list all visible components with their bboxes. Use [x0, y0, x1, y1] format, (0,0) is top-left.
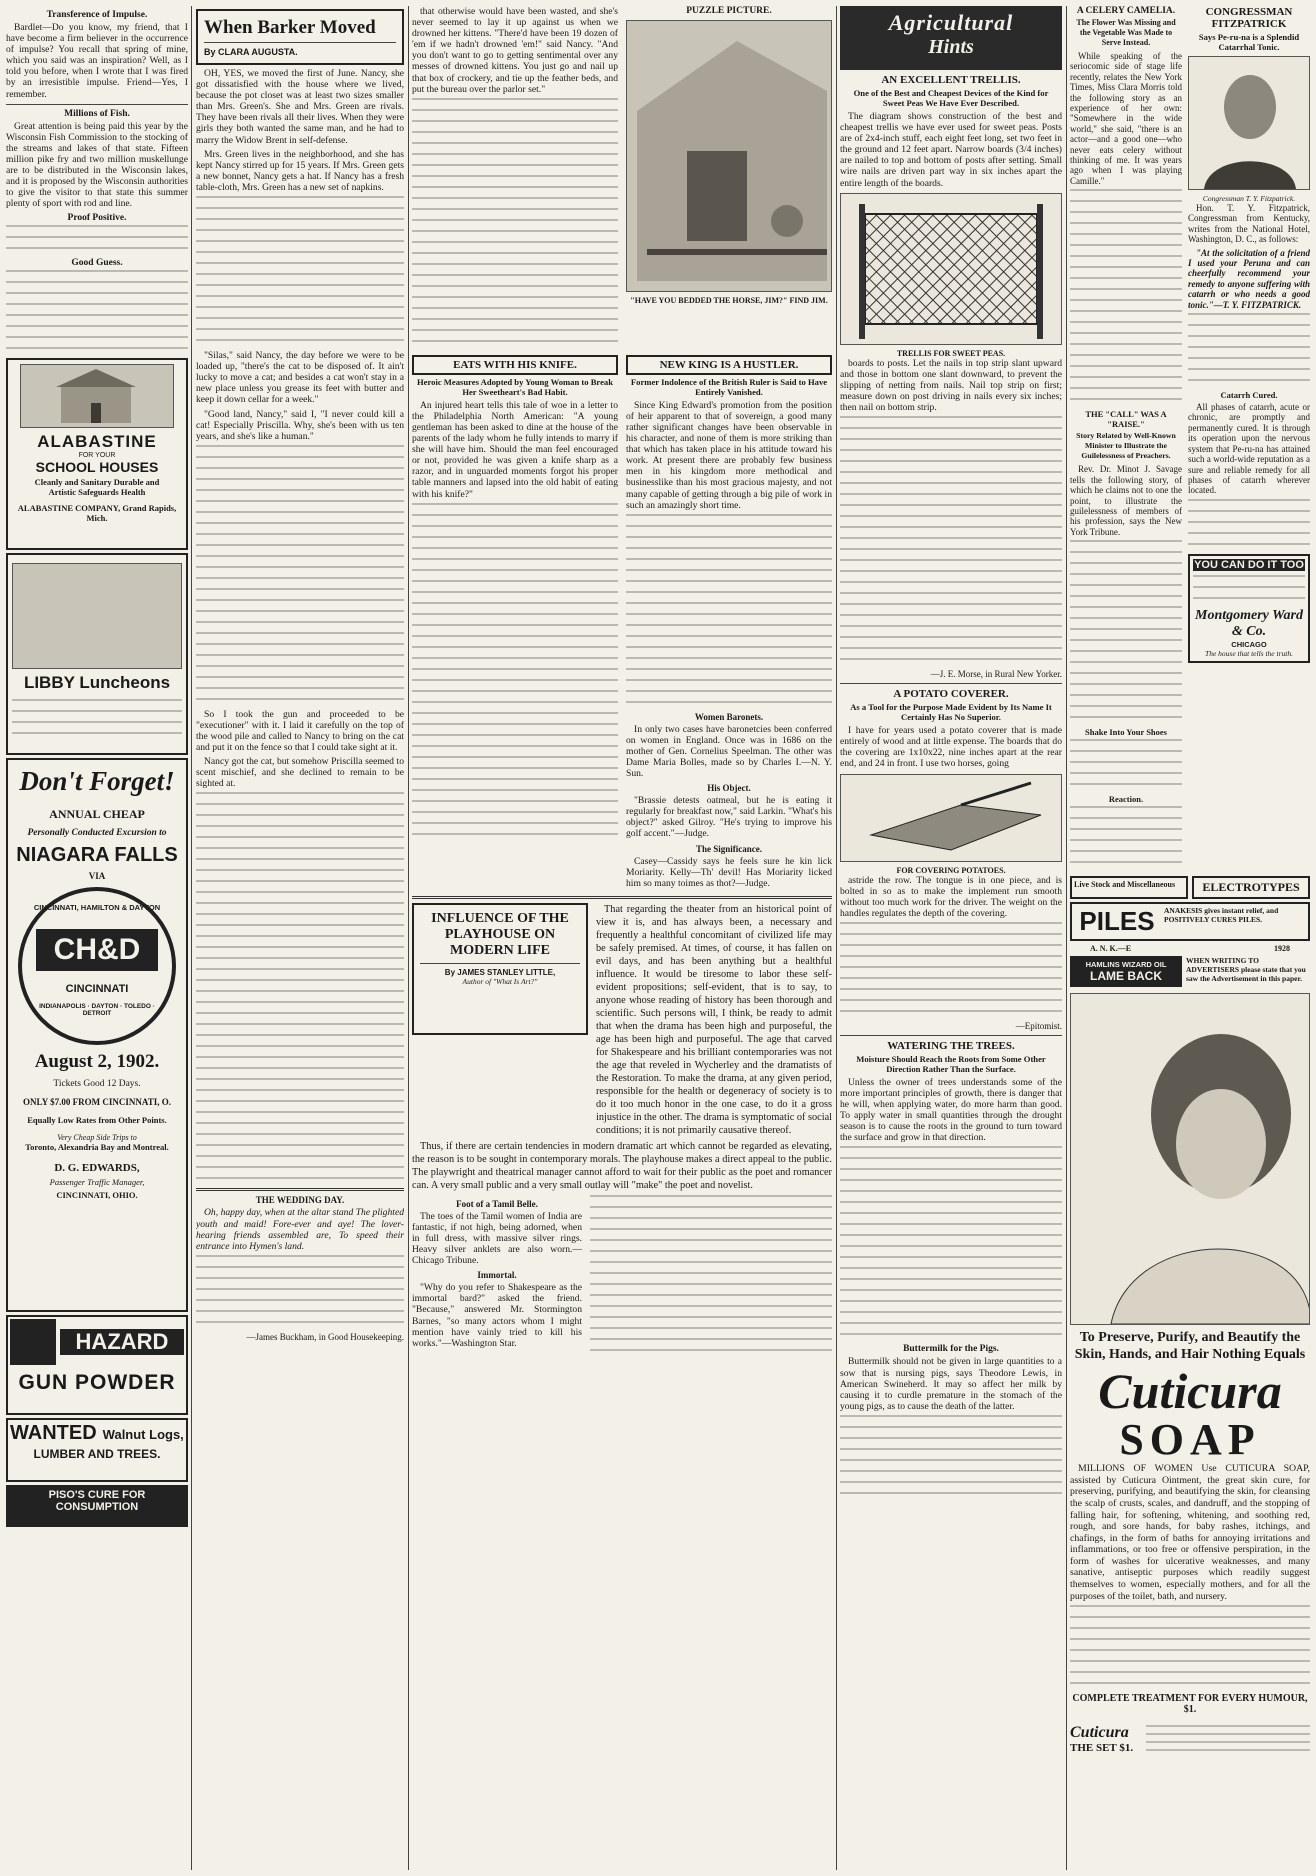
excursion-agent: D. G. EDWARDS,: [54, 1162, 140, 1175]
trellis-title: AN EXCELLENT TRELLIS.: [881, 74, 1021, 86]
catarrh-title: Catarrh Cured.: [1220, 390, 1278, 401]
piles-ad: [1070, 902, 1310, 941]
schoolhouse-illustration: [20, 364, 174, 428]
column-rule: [1066, 6, 1067, 1870]
trellis-diagram: [840, 193, 1062, 345]
millions-title: Millions of Fish.: [64, 108, 130, 119]
watering-text: Unless the owner of trees understands some of the more important principles of growth, there is danger that he will, when applying water, do more harm than good. To apply water in small quantities through the drought season is to cause the roots in the ground to turn toward the surface and grow in that direction.: [840, 1076, 1062, 1144]
excursion-low-rates: Equally Low Rates from Other Points.: [27, 1115, 167, 1126]
watering-subtitle: Moisture Should Reach the Roots from Some Other Direction Rather Than the Surface.: [856, 1053, 1046, 1074]
alabastine-ad: [6, 358, 188, 550]
story-para-3: "Silas," said Nancy, the day before we were to be loaded up, "there's the cat to be disposed of. It ain't lucky to move a cat; and besides a cat won't stay in a new place unless you grease its feet with butter and keep it down cellar for a week.": [196, 350, 404, 406]
millions-text: Great attention is being paid this year by the Wisconsin Fish Commission to the stocking of the streams and lakes of that state. Fifteen million pike fry and two million muskellunge are to be distributed in the Wisconsin lakes, and it is proposed by the Wisconsin authorities to give the visitor to that state this summer plenty of sport with rod and line.: [6, 120, 188, 210]
camellia-subtitle: The Flower Was Missing and the Vegetable Was Made to Serve Instead.: [1076, 18, 1176, 47]
playhouse-byline: By JAMES STANLEY LITTLE,: [444, 967, 556, 977]
story-continuation-text: that otherwise would have been wasted, and she's never seemed to lay it up against us when we drowned her kittens. "There'd have been 19 dozen of 'em if we hadn't drowned 'em!" said Nancy. "And you don't want to go to getting sentimental over any messes of drowned kittens. You just go and nail up that box of crockery, and tie up the feather beds, and put the bureau over the parlor set.": [412, 6, 618, 95]
story-para-2: Mrs. Green lives in the neighborhood, and she has kept Nancy stirred up for 15 years. If Mrs. Green gets a new bonnet, Nancy gets a hat. If Nancy has a fresh table-cloth, Mrs. Green has a new set of napkins.: [196, 148, 404, 193]
cuticura-name: Cuticura: [1098, 1363, 1282, 1420]
camellia-title: A CELERY CAMELIA.: [1076, 6, 1176, 16]
trellis-icon: [841, 194, 1061, 344]
excursion-date: August 2, 1902.: [34, 1051, 160, 1073]
text-block: [196, 792, 404, 1179]
tamil-title: Foot of a Tamil Belle.: [456, 1198, 538, 1209]
camellia-text: While speaking of the seriocomic side of stage life recently, relates the New York Times, Miss Clara Morris told the following story as an experience of her own: "Somewhere in the wide world," she said, "there is an actor—and a good one—who never eats celery without thinking of me. It was years ago when I was playing Camille.": [1070, 51, 1182, 186]
significance-text: Casey—Cassidy says he feels sure he kin lick Moriarity. Kelly—Th' devil! Has Moriarity licked him so many toimes as thot?—Judge.: [626, 855, 832, 889]
story-para-4: "Good land, Nancy," said I, "I never could kill a cat! Especially Priscilla. Why, she's been with us ten years, and she's like a human.": [196, 408, 404, 442]
fitz-caption: Congressman T. Y. Fitzpatrick.: [1202, 194, 1296, 203]
writing-notice: WHEN WRITING TO ADVERTISERS please state that you saw the Advertisement in this paper.: [1186, 956, 1306, 984]
guess-title: Good Guess.: [71, 258, 123, 269]
excursion-ad: [6, 758, 188, 1312]
puzzle-title: PUZZLE PICTURE.: [686, 6, 772, 16]
excursion-via: VIA: [88, 871, 106, 882]
playhouse-author-note: Author of "What Is Art?": [462, 976, 538, 986]
column-rule: [408, 6, 409, 1870]
barn-scene-icon: [627, 21, 831, 291]
cuticura-soap: SOAP: [1119, 1415, 1261, 1465]
playhouse-text-2: Thus, if there are certain tendencies in modern dramatic art which cannot be regarded as elevating, the reason is to be sought in contemporary morals. The playhouse makes a direct appeal to the public. The playwright and theatrical manager cannot afford to wait for their public as the poet and romancer can. A very small public and a very small outlay will "make" the poet and novelist.: [412, 1140, 832, 1191]
excursion-agent-title: Passenger Traffic Manager,: [49, 1177, 145, 1188]
call-subtitle: Story Related by Well-Known Minister to Illustrate the Guilelessness of Preachers.: [1076, 431, 1176, 461]
buttermilk-text: Buttermilk should not be given in large quantities to a sow that is nursing pigs, says Theodore Lewis, in American Swineherd. It may so affect her milk by causing it to curdle premature in the stomach of the young pigs, as to cause the death of the latter.: [840, 1356, 1062, 1412]
column-1: [6, 6, 188, 1870]
eats-title: EATS WITH HIS KNIFE.: [453, 358, 577, 371]
lumber-trees: LUMBER AND TREES.: [33, 1447, 161, 1462]
agricultural-masthead: [840, 6, 1062, 70]
call-text: Rev. Dr. Minot J. Savage tells the following story, of which he claims not to one the point, to illustrate the guilelessness of members of his profession, says the New York Tribune.: [1070, 464, 1182, 537]
ank-line: [1070, 944, 1310, 953]
cuticura-illustration: [1070, 993, 1310, 1325]
story-title: When Barker Moved: [204, 17, 376, 38]
text-block: [590, 1195, 832, 1360]
walnut-ad: [6, 1418, 188, 1482]
trellis-caption: TRELLIS FOR SWEET PEAS.: [896, 348, 1006, 358]
cuticura-text: MILLIONS OF WOMEN Use CUTICURA SOAP, assisted by Cuticura Ointment, the great skin cure, for preserving, purifying, and beautifying the skin, for cleansing the scalp of crusts, scales, and dandruff, and the stopping of falling hair, for softening, whitening, and soothing red, rough, and sore hands, for baby rashes, itchings, and chafings, in the form of baths for annoying irritations and inflammations, or too free or offensive perspiration, in the form of washes for ulcerative weaknesses, and many sanative, antiseptic purposes which readily suggest themselves to women, especially mothers, and for all the purposes of the toilet, bath, and nursery.: [1070, 1463, 1310, 1602]
playhouse-title: INFLUENCE OF THE PLAYHOUSE ON MODERN LIFE: [431, 910, 569, 958]
cuticura-small: Cuticura: [1070, 1724, 1129, 1742]
walnut-logs: Walnut Logs,: [102, 1427, 184, 1443]
alabastine-for: FOR YOUR: [78, 452, 116, 460]
column-2: [196, 6, 404, 1870]
trellis-signature: —J. E. Morse, in Rural New Yorker.: [930, 669, 1062, 680]
story-para-6: Nancy got the cat, but somehow Priscilla seemed to scent mischief, and she declined to remain to be sighted at.: [196, 756, 404, 790]
libby-ad: [6, 553, 188, 755]
wedding-signature: —James Buckham, in Good Housekeeping.: [246, 1331, 404, 1342]
puzzle-illustration: [626, 20, 832, 292]
libby-name: LIBBY Luncheons: [23, 673, 171, 693]
reaction-title: Reaction.: [1108, 794, 1144, 805]
lame-back: LAME BACK: [1090, 969, 1162, 984]
playhouse-title-box: [412, 903, 588, 1035]
alabastine-school: SCHOOL HOUSES: [35, 459, 159, 476]
woman-portrait-icon: [1071, 994, 1309, 1324]
ward-name: Montgomery Ward & Co.: [1195, 607, 1303, 639]
alabastine-tagline: Cleanly and Sanitary Durable and Artistic Safeguards Health: [34, 477, 160, 498]
tamil-text: The toes of the Tamil women of India are fantastic, if not high, being adorned, when in full dress, with massive silver rings. Heavy silver anklets are also worn.—Chicago Tribune.: [412, 1210, 582, 1267]
cuticura-set-label: THE SET $1.: [1070, 1742, 1134, 1755]
fitz-title: CONGRESSMAN FITZPATRICK: [1205, 6, 1293, 30]
dont-forget-heading: Don't Forget!: [19, 766, 175, 797]
baronets-text: In only two cases have baronetcies been conferred on women in England. Once was in 1686 on the mother of Gen. Cornelius Speelman. The other was Dame Maria Bolles, made so by Charles I.—N. Y. Sun.: [626, 723, 832, 780]
camellia-article: [1070, 6, 1182, 872]
text-block: [196, 445, 404, 700]
playhouse-article: [412, 903, 832, 1140]
coverer-signature: —Epitomist.: [1015, 1020, 1062, 1031]
stock-label: Live Stock and Miscellaneous: [1070, 876, 1188, 899]
excursion-personally: Personally Conducted Excursion to: [27, 828, 167, 839]
fitz-quote: "At the solicitation of a friend I used your Peruna and can cheerfully recommend your remedy to anyone suffering with catarrh or who needs a good tonic."—T. Y. FITZPATRICK.: [1188, 247, 1310, 310]
column-rule: [191, 6, 192, 1870]
cuticura-set: [1070, 1724, 1142, 1754]
cuticura-complete: COMPLETE TREATMENT FOR EVERY HUMOUR, $1.: [1072, 1693, 1308, 1716]
wedding-text: Oh, happy day, when at the altar stand The plighted youth and maid! Fore-ever and aye! The lover-hearing friends assembled are, To speed their entrance into Hymen's land.: [196, 1207, 404, 1252]
significance-title: The Significance.: [695, 843, 762, 854]
chd-logo: [18, 887, 176, 1045]
ward-ad: [1188, 554, 1310, 663]
puzzle-picture: [626, 6, 832, 351]
excursion-agent-city: CINCINNATI, OHIO.: [56, 1190, 138, 1201]
buttermilk-title: Buttermilk for the Pigs.: [903, 1344, 999, 1355]
fitz-subtitle: Says Pe-ru-na is a Splendid Catarrhal Tonic.: [1198, 32, 1300, 52]
coverer-text: I have for years used a potato coverer that is made entirely of wood and at little expense. The boards that do the covering are 1x10x22, nine inches apart at the rear end, and 24 in front. I use two horses, going: [840, 725, 1062, 770]
chd-stops: INDIANAPOLIS · DAYTON · TOLEDO · DETROIT: [39, 1003, 155, 1018]
eats-knife-article: [412, 355, 618, 892]
story-para-5: So I took the gun and proceeded to be "executioner" with it. I laid it carefully on the top of the wood pile and called to Nancy to bring on the cat and put it on the fence so that I could take sight at it.: [196, 708, 404, 754]
alabastine-company: ALABASTINE COMPANY, Grand Rapids, Mich.: [17, 503, 177, 524]
gun-powder: GUN POWDER: [18, 1371, 176, 1395]
column-rule: [836, 6, 837, 1870]
hamlins-name: HAMLINS WIZARD OIL: [1085, 960, 1167, 970]
wanted-heading: WANTED: [10, 1422, 97, 1445]
piles-name: PILES: [1079, 906, 1155, 937]
transference-title: Transference of Impulse.: [46, 10, 148, 20]
schoolhouse-icon: [21, 365, 173, 427]
proof-title: Proof Positive.: [67, 213, 127, 224]
coverer-subtitle: As a Tool for the Purpose Made Evident by Its Name It Certainly Has No Superior.: [850, 702, 1052, 723]
plow-icon: [841, 775, 1061, 861]
object-text: "Brassie detests oatmeal, but he is eating it regularly for breakfast now," said Larkin. "What's his object?" asked Gilroy. "He's trying to improve his golf accent."—Judge.: [626, 795, 832, 840]
ank-number: 1928: [1274, 944, 1290, 954]
transference-text: Bardlet—Do you know, my friend, that I have become a firm believer in the occurrence of impulse? You recall that spring of mine, which you said was an inspiration? Well, as I told you before, when I wrote that I was fired by an irresistible impulse. Friend—Yes, I remember.: [6, 22, 188, 100]
cuticura-headline: To Preserve, Purify, and Beautify the Skin, Hands, and Hair Nothing Equals: [1074, 1330, 1306, 1363]
column-5: [1070, 6, 1310, 1870]
puzzle-caption: "HAVE YOU BEDDED THE HORSE, JIM?" FIND JIM.: [630, 296, 828, 305]
call-title: THE "CALL" WAS A "RAISE.": [1085, 409, 1167, 430]
hustler-subtitle: Former Indolence of the British Ruler is Said to Have Entirely Vanished.: [630, 376, 828, 397]
excursion-annual: ANNUAL CHEAP: [49, 807, 145, 822]
chd-city: CINCINNATI: [65, 983, 129, 996]
excursion-destinations: Toronto, Alexandria Bay and Montreal.: [25, 1142, 169, 1153]
coverer-text-2: astride the row. The tongue is in one piece, and is bolted in so as to make the implement run smooth without too much work for the driver. The weight on the handles regulates the depth of the covering.: [840, 874, 1062, 919]
hustler-text: Since King Edward's promotion from the position of heir apparent to that of sovereign, a good many rather significant changes have been observable in his character, and none of them is more striking than that which has taken place in his attitude toward his work. At present there are probably few business men in his kingdom more methodical and businesslike than his most gracious majesty, and not many capable of getting through a big pile of work in such an amazingly short time.: [626, 399, 832, 511]
playhouse-text: That regarding the theater from an historical point of view it is, and has always been, a necessary and frequently a healthful concomitant of civilized life may be safely premised. At times, of course, it has fallen on evil days, and has been anything but a healthful influence. It would be tiresome to labor these self-evident propositions; self-evident, that is to say, to anyone whose reading of history has been thorough and scientific. Such persons will, I think, be ready to admit that when the drama has been high and purposeful, the age has been high and purposeful. The age that carved for Shakespeare and his brilliant contemporaries was not the age that reveled in Wycherley and the dramatists of the Restoration. To make the drama, at any given period, responsible for the health or degeneracy of society is to do it too much honor in the one case, to do it a gross injustice in the other. The drama is symptomatic of social conditions; it is not primarily causative thereof.: [596, 903, 832, 1136]
potato-coverer-illustration: [840, 774, 1062, 862]
text-block: [6, 270, 188, 349]
pisos-cure: PISO'S CURE FOR: [48, 1489, 146, 1502]
hazard-ad: [6, 1315, 188, 1415]
eats-text: An injured heart tells this tale of woe in a letter to the Philadelphia North American: "A young gentleman has been asked to dine at the house of the parents of the lady whom he fully intends to marry if she will have him. Should the man feel encouraged or not, provided he was given a knife sharp as a razor, and in unguarded moments forgot his proper table manners and lapsed into the old habit of eating with his knife?": [412, 399, 618, 500]
shoes-title: Shake Into Your Shoes: [1085, 727, 1167, 738]
text-block: [196, 1255, 404, 1323]
story-para-1: OH, YES, we moved the first of June. Nancy, she got dissatisfied with the house where we lived, because the pot closet was at least two sizes smaller than Mrs. Green's. She and Mrs. Green are rivals. They have been rivals all their lives. When they were girls they both wanted the same man, and he had to marry the Widow Brent in self-defense.: [196, 68, 404, 146]
fitz-text: Hon. T. Y. Fitzpatrick, Congressman from Kentucky, writes from the National Hotel, Washington, D. C., as follows:: [1188, 203, 1310, 245]
fitzpatrick-portrait: [1188, 56, 1310, 190]
peruna-ad: [1188, 6, 1310, 872]
ank-code: A. N. K.—E: [1090, 944, 1132, 954]
divider: [6, 104, 188, 105]
luncheon-illustration: [12, 563, 182, 669]
immortal-text: "Why do you refer to Shakespeare as the immortal bard?" asked the friend. "Because," answered Mr. Stormington Barnes, "so many actors whom I might mention have vainly tried to kill his works."—Washington Star.: [412, 1282, 582, 1349]
hustler-article: [626, 355, 832, 892]
column-3: [412, 6, 832, 1870]
watering-title: WATERING THE TREES.: [887, 1039, 1015, 1052]
trellis-text-2: boards to posts. Let the nails in top strip slant upward and those in bottom one slant downward, to prevent the slipping of netting from nails. Nail top strip on first; measure down on post driving in nails every six inches; then nail on bottom strip.: [840, 357, 1062, 414]
catarrh-text: All phases of catarrh, acute or chronic, are promptly and permanently cured. It is through its operation upon the nervous system that Pe-ru-na has attained such a world-wide reputation as a sure and reliable remedy for all phases of catarrh wherever located.: [1188, 402, 1310, 496]
stock-ad: [1070, 876, 1310, 899]
story-continuation: [412, 6, 618, 351]
excursion-niagara: NIAGARA FALLS: [16, 844, 178, 867]
coverer-caption: FOR COVERING POTATOES.: [896, 865, 1006, 875]
portrait-icon: [1189, 57, 1309, 189]
immortal-title: Immortal.: [477, 1270, 517, 1281]
text-block: [196, 196, 404, 341]
electrotypes: ELECTROTYPES: [1192, 876, 1310, 899]
alabastine-name: ALABASTINE: [37, 432, 157, 452]
hustler-title: NEW KING IS A HUSTLER.: [659, 358, 799, 371]
pisos-consumption: CONSUMPTION: [55, 1501, 139, 1514]
ward-city: CHICAGO: [1231, 639, 1267, 649]
masthead-hints: Hints: [928, 36, 974, 58]
trellis-text: The diagram shows construction of the best and cheapest trellis we have ever used for sweet peas. Posts are of 2x4-inch stuff, each eight feet long, set two feet in the ground and 12 feet apart. Narrow boards (3/4 inches) are nailed to top and bottom of posts after setting. Small wire nails are driven part way in six inches apart the entire length of the boards.: [840, 111, 1062, 189]
pisos-ad: [6, 1485, 188, 1527]
tamil-article: [412, 1195, 582, 1364]
coverer-title: A POTATO COVERER.: [893, 688, 1009, 701]
excursion-price: ONLY $7.00 FROM CINCINNATI, O.: [23, 1097, 171, 1108]
eats-subtitle: Heroic Measures Adopted by Young Woman to Break Her Sweetheart's Bad Habit.: [416, 376, 613, 397]
excursion-tickets: Tickets Good 12 Days.: [53, 1079, 141, 1090]
powder-keg-icon: [10, 1319, 56, 1365]
hazard-name: HAZARD: [60, 1329, 184, 1355]
anakesis-text: ANAKESIS gives instant relief, and POSITIVELY CURES PILES.: [1164, 906, 1279, 925]
hamlins-ad: [1070, 956, 1182, 987]
ward-tagline: The house that tells the truth.: [1205, 648, 1293, 658]
baronets-title: Women Baronets.: [694, 711, 764, 722]
story-title-box: [196, 9, 404, 65]
trellis-subtitle: One of the Best and Cheapest Devices of the Kind for Sweet Peas We Have Ever Described.: [853, 88, 1049, 108]
chd-mark: CH&D: [36, 929, 158, 971]
object-title: His Object.: [707, 783, 751, 794]
chd-road: CINCINNATI, HAMILTON & DAYTON: [33, 903, 161, 913]
excursion-side-trips: Very Cheap Side Trips to: [57, 1133, 137, 1143]
column-4: [840, 6, 1062, 1870]
ward-headline: YOU CAN DO IT TOO: [1194, 558, 1304, 571]
text-block: [6, 225, 188, 249]
masthead-agricultural: Agricultural: [888, 10, 1014, 35]
wedding-title: THE WEDDING DAY.: [255, 1195, 345, 1206]
story-byline: By CLARA AUGUSTA.: [204, 47, 298, 57]
